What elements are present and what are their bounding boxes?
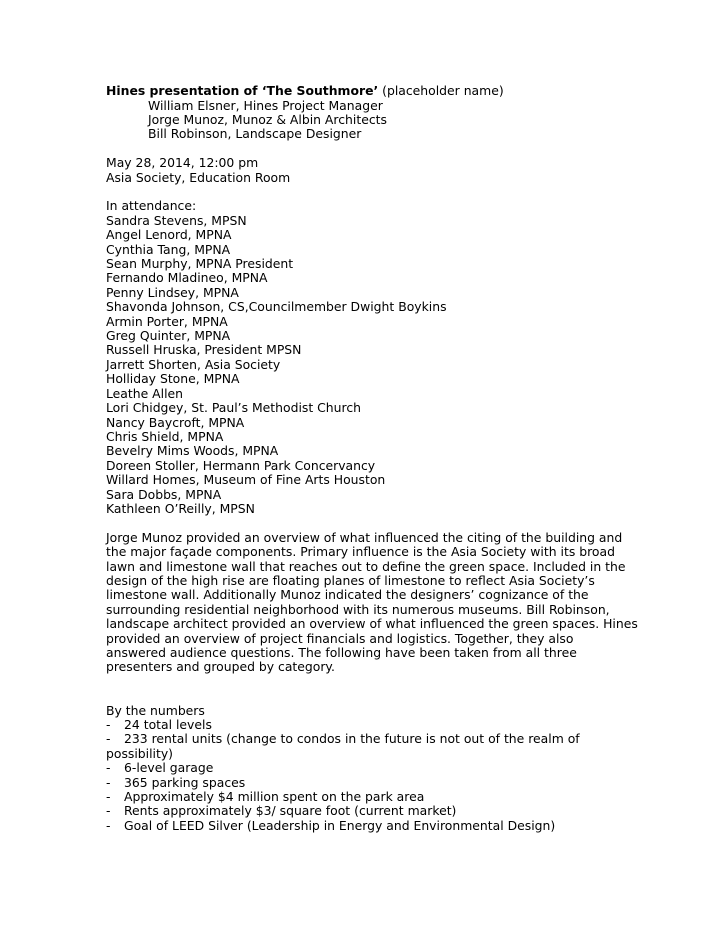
bullet-dash: - [106,731,111,747]
attendee-line: Fernando Mladineo, MPNA [106,270,268,286]
overview-paragraph [106,529,638,675]
paragraph-line: Jorge Munoz provided an overview of what influenced the citing of the building and [106,529,623,545]
spacer [106,516,606,530]
document-title [106,84,606,99]
list-item-text: Approximately $4 million spent on the park area [124,789,425,805]
attendee-line: Russell Hruska, President MPSN [106,342,302,358]
list-item-text: 24 total levels [124,717,212,732]
attendance-section [106,199,606,516]
document-page [106,83,638,833]
list-item-text: Rents approximately $3/ square foot (current market) [124,803,457,819]
paragraph-line: answered audience questions. The following have been taken from all three [106,644,577,660]
attendee-line: Greg Quinter, MPNA [106,328,231,344]
list-item [106,732,606,761]
paragraph-line: provided an overview of project financials and logistics. Together, they also [106,630,574,646]
attendee-line: Bevelry Mims Woods, MPNA [106,443,279,459]
presenter-line: Jorge Munoz, Munoz & Albin Architects [148,112,387,127]
list-item-text: 6-level garage [124,760,214,776]
numbers-heading: By the numbers [106,702,205,718]
list-item [106,804,606,818]
attendee-line: Angel Lenord, MPNA [106,227,232,243]
list-item-text: 365 parking spaces [124,774,246,790]
presenter-line: William Elsner, Hines Project Manager [148,97,383,113]
list-item [106,761,606,775]
spacer [106,185,606,199]
spacer [106,142,606,156]
title-note: (placeholder name) [378,83,504,98]
presenter-line: Bill Robinson, Landscape Designer [148,126,362,142]
attendee-line: Doreen Stoller, Hermann Park Concervancy [106,457,376,473]
paragraph-line: landscape architect provided an overview of what influenced the green spaces. Hines [106,616,638,632]
attendee-line: Sara Dobbs, MPNA [106,486,222,502]
meeting-datetime: May 28, 2014, 12:00 pm [106,155,259,171]
paragraph-line: presenters and grouped by category. [106,659,335,675]
bullet-dash: - [106,817,111,833]
bullet-dash: - [106,789,111,805]
bullet-dash: - [106,717,111,732]
attendee-line: Kathleen O’Reilly, MPSN [106,500,255,516]
attendee-line: Lori Chidgey, St. Paul’s Methodist Church [106,400,361,416]
attendee-line: Sandra Stevens, MPSN [106,212,247,228]
bullet-dash: - [106,803,111,819]
attendee-line: Cynthia Tang, MPNA [106,241,231,257]
attendee-line: Shavonda Johnson, CS,Councilmember Dwight Boykins [106,299,447,315]
bullet-dash: - [106,774,111,790]
attendee-line: Leathe Allen [106,385,184,401]
list-item-continuation: possibility) [106,745,174,761]
attendee-line: Nancy Baycroft, MPNA [106,414,245,430]
paragraph-line: design of the high rise are floating planes of limestone to reflect Asia Society’s [106,572,595,588]
spacer [106,675,606,704]
title-main: Hines presentation of ‘The Southmore’ [106,83,379,98]
list-item [106,790,606,804]
attendee-line: Willard Homes, Museum of Fine Arts Houston [106,472,386,488]
attendee-line: Sean Murphy, MPNA President [106,256,294,272]
presenters-list [106,99,606,142]
bullet-dash: - [106,760,111,776]
paragraph-line: surrounding residential neighborhood with its numerous museums. Bill Robinson, [106,601,610,617]
paragraph-line: limestone wall. Additionally Munoz indicated the designers’ cognizance of the [106,587,589,603]
list-item-text: Goal of LEED Silver (Leadership in Energy and Environmental Design) [124,817,556,833]
attendee-line: Penny Lindsey, MPNA [106,284,239,300]
list-item [106,819,606,833]
list-item-text: 233 rental units (change to condos in the future is not out of the realm of [124,731,580,747]
list-item [106,776,606,790]
meeting-location: Asia Society, Education Room [106,169,291,185]
attendee-line: Chris Shield, MPNA [106,428,224,444]
numbers-section [106,704,606,834]
paragraph-line: the major façade components. Primary influence is the Asia Society with its broad [106,544,615,560]
attendance-heading: In attendance: [106,198,197,214]
attendee-line: Jarrett Shorten, Asia Society [106,356,281,372]
paragraph-line: lawn and limestone wall that reaches out to define the green space. Included in the [106,558,626,574]
attendee-line: Holliday Stone, MPNA [106,371,240,387]
list-item [106,718,606,732]
meeting-info [106,156,606,185]
attendee-line: Armin Porter, MPNA [106,313,228,329]
